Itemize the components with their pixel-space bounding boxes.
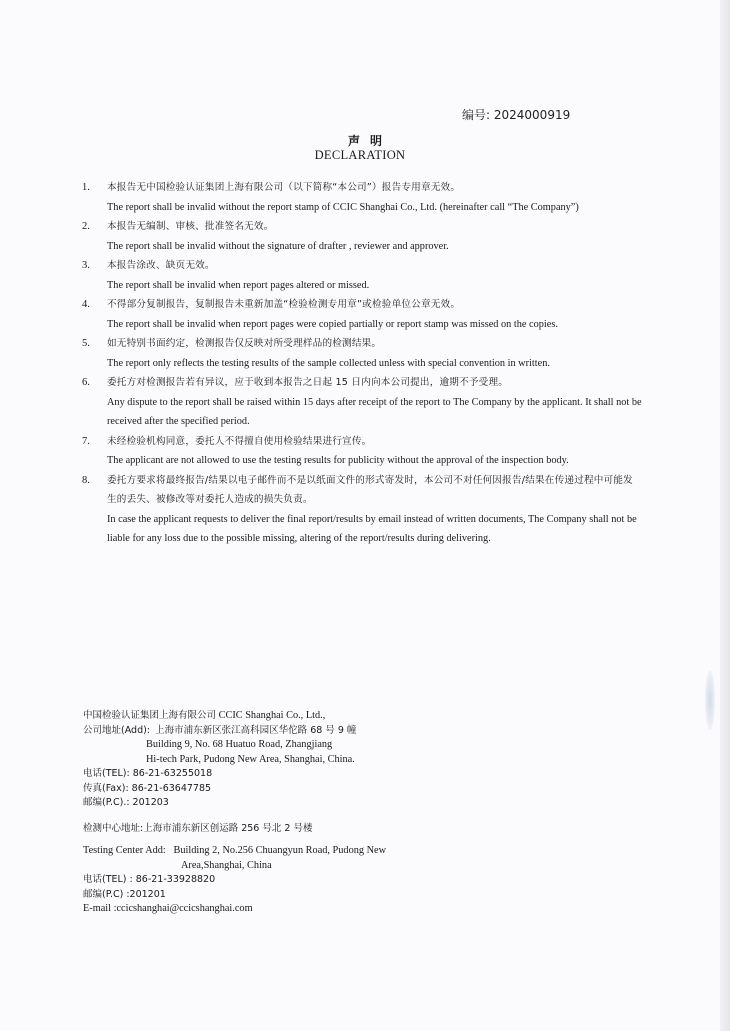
testing-center-chinese: 上海市浦东新区创运路 256 号北 2 号楼 bbox=[143, 822, 313, 834]
testing-center-postcode: 邮编(P.C) :201201 bbox=[83, 888, 166, 900]
item-text-english: The report shall be invalid when report pages were copied partially or report stamp was missed on the copies. bbox=[107, 318, 558, 330]
item-text-chinese: 委托方要求将最终报告/结果以电子邮件而不是以纸面文件的形式寄发时，本公司不对任何因报告/结果在传递过程中可能发生的丢失、被修改等对委托人造成的损失负责。 bbox=[107, 474, 633, 505]
company-address-line bbox=[83, 724, 683, 739]
testing-center-telephone: 电话(TEL) : 86-21-33928820 bbox=[83, 874, 216, 885]
item-text-english: Any dispute to the report shall be raised within 15 days after receipt of the report to The Company by the applicant. It shall not be received after the specified period. bbox=[107, 396, 642, 427]
address-label: 公司地址(Add): bbox=[83, 724, 151, 736]
item-number: 3. bbox=[82, 260, 90, 271]
declaration-list bbox=[82, 178, 642, 549]
company-name-line bbox=[83, 709, 683, 724]
testing-center-line bbox=[83, 822, 683, 837]
email-address: E-mail :ccicshanghai@ccicshanghai.com bbox=[83, 903, 253, 914]
item-text-chinese: 不得部分复制报告，复制报告未重新加盖“检验检测专用章”或检验单位公章无效。 bbox=[107, 299, 461, 310]
item-text-english: The report shall be invalid without the report stamp of CCIC Shanghai Co., Ltd. (hereinafter call “The Company”) bbox=[107, 201, 579, 213]
item-number: 5. bbox=[82, 338, 90, 349]
report-number bbox=[462, 106, 570, 123]
item-text-english: The applicant are not allowed to use the testing results for publicity without the approval of the inspection body. bbox=[107, 455, 569, 466]
declaration-item bbox=[82, 256, 642, 295]
item-number: 6. bbox=[82, 377, 90, 388]
item-text-chinese: 未经检验机构同意，委托人不得擅自使用检验结果进行宣传。 bbox=[107, 435, 372, 447]
address-english-line-2: Hi-tech Park, Pudong New Area, Shanghai, China. bbox=[146, 753, 355, 765]
company-fax: 传真(Fax): 86-21-63647785 bbox=[83, 782, 212, 794]
company-postcode: 邮编(P.C).: 201203 bbox=[83, 797, 169, 808]
report-number-value: 2024000919 bbox=[493, 108, 571, 122]
testing-center-english-1: Building 2, No.256 Chuangyun Road, Pudong New bbox=[173, 845, 387, 856]
item-number: 7. bbox=[82, 435, 90, 447]
item-text-chinese: 如无特别书面约定，检测报告仅反映对所受理样品的检测结果。 bbox=[107, 338, 382, 349]
declaration-item bbox=[82, 432, 642, 471]
company-name-english: CCIC Shanghai Co., Ltd., bbox=[218, 710, 326, 721]
company-telephone: 电话(TEL): 86-21-63255018 bbox=[83, 768, 213, 779]
declaration-item bbox=[82, 178, 642, 217]
item-text-chinese: 委托方对检测报告若有异议，应于收到本报告之日起 15 日内向本公司提出，逾期不予受理。 bbox=[107, 377, 509, 388]
item-number: 4. bbox=[82, 299, 90, 310]
item-text-chinese: 本报告涂改、缺页无效。 bbox=[107, 260, 215, 271]
testing-center-english-label: Testing Center Add: bbox=[83, 845, 166, 856]
item-number: 2. bbox=[82, 221, 90, 232]
declaration-item bbox=[82, 334, 642, 373]
declaration-item bbox=[82, 373, 642, 432]
company-name-chinese: 中国检验认证集团上海有限公司 bbox=[83, 710, 217, 721]
testing-center-english-line bbox=[83, 844, 683, 859]
address-english-line-1: Building 9, No. 68 Huatuo Road, Zhangjiang bbox=[146, 739, 333, 750]
scan-edge bbox=[720, 0, 730, 1031]
company-contact-block bbox=[83, 709, 683, 917]
testing-center-english-2: Area,Shanghai, China bbox=[181, 859, 272, 871]
testing-center-label: 检测中心地址: bbox=[83, 822, 144, 834]
address-chinese: 上海市浦东新区张江高科园区华佗路 68 号 9 幢 bbox=[155, 724, 357, 736]
title-chinese: 声明 bbox=[347, 134, 392, 148]
item-text-chinese: 本报告无编制、审核、批准签名无效。 bbox=[107, 221, 274, 232]
item-text-english: The report shall be invalid when report pages altered or missed. bbox=[107, 279, 370, 291]
item-text-english: The report shall be invalid without the signature of drafter , reviewer and approver. bbox=[107, 240, 449, 252]
declaration-item bbox=[82, 471, 642, 549]
report-number-label: 编号: bbox=[462, 108, 491, 122]
item-number: 8. bbox=[82, 474, 90, 486]
item-text-english: In case the applicant requests to deliver the final report/results by email instead of written documents, The Company shall not be liable for any loss due to the possible missing, altering of the report/results during delivering. bbox=[107, 513, 637, 544]
item-text-chinese: 本报告无中国检验认证集团上海有限公司（以下简称“本公司”）报告专用章无效。 bbox=[107, 182, 461, 193]
declaration-item bbox=[82, 217, 642, 256]
declaration-item bbox=[82, 295, 642, 334]
scan-speck bbox=[705, 670, 715, 730]
item-text-english: The report only reflects the testing results of the sample collected unless with special convention in written. bbox=[107, 357, 550, 369]
item-number: 1. bbox=[82, 182, 90, 193]
title-english: DECLARATION bbox=[314, 148, 406, 162]
